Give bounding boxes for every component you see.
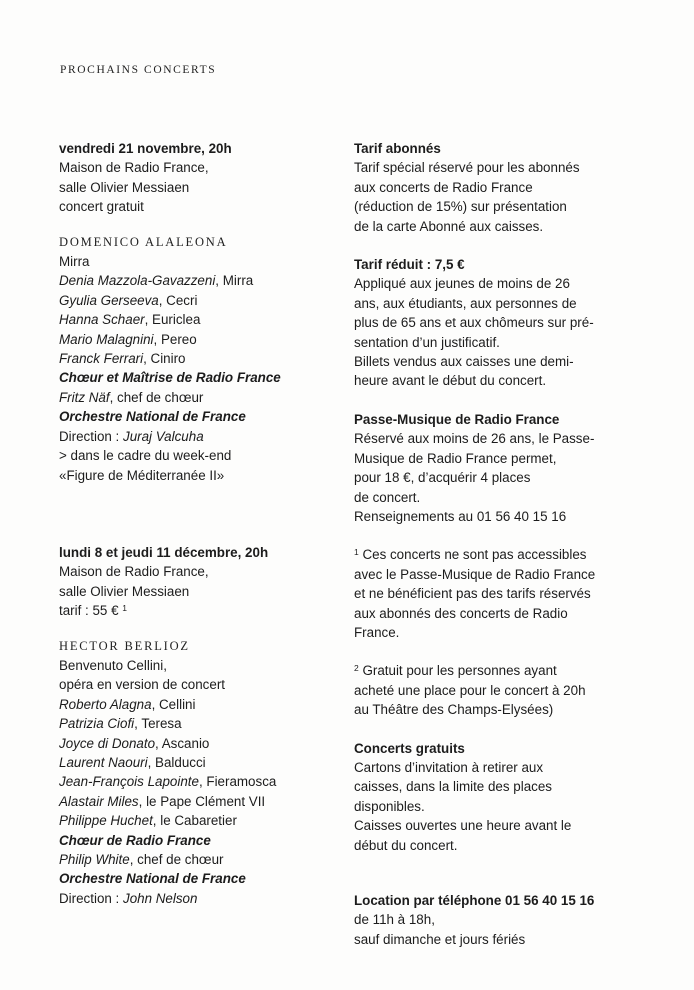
text-line: plus de 65 ans et aux chômeurs sur pré-: [354, 315, 594, 331]
cast-line: [59, 695, 339, 714]
concerts-gratuits-title: Concerts gratuits: [354, 740, 465, 756]
tarif-abonnes-block: [354, 139, 644, 236]
cast-line: [59, 330, 339, 349]
cast-line: [59, 792, 339, 811]
passe-musique-block: [354, 410, 644, 526]
text-line: sentation d’un justificatif.: [354, 334, 500, 350]
direction-line: [59, 427, 339, 446]
concert-venue: Maison de Radio France,: [59, 160, 209, 176]
concert-price: [59, 601, 339, 620]
choir-master-line: [59, 850, 339, 869]
festival-name: «Figure de Méditerranée II»: [59, 467, 225, 483]
conductor-name: John Nelson: [123, 890, 198, 906]
singer-role: , Mirra: [215, 273, 254, 289]
text-line: heure avant le début du concert.: [354, 373, 547, 389]
concert-price: concert gratuit: [59, 199, 144, 215]
singer-name: Gyulia Gerseeva: [59, 292, 159, 308]
work-title: Benvenuto Cellini,: [59, 657, 167, 673]
choir-name: Chœur de Radio France: [59, 832, 211, 848]
cast-line: [59, 349, 339, 368]
text-line: au Théâtre des Champs-Elysées): [354, 702, 554, 718]
text-line: disponibles.: [354, 798, 425, 814]
composer-name: DOMENICO ALALEONA: [59, 234, 228, 249]
singer-name: Hanna Schaer: [59, 312, 145, 328]
text-line: Musique de Radio France permet,: [354, 450, 557, 466]
cast-line: [59, 271, 339, 290]
text-line: Réservé aux moins de 26 ans, le Passe-: [354, 431, 595, 447]
tarif-reduit-title: Tarif réduit : 7,5 €: [354, 257, 465, 273]
text-line: avec le Passe-Musique de Radio France: [354, 566, 596, 582]
text-line: aux concerts de Radio France: [354, 179, 533, 195]
text-line: [354, 661, 644, 680]
footnote-1: [354, 545, 644, 642]
tarif-reduit-block: [354, 255, 644, 391]
text-line: caisses, dans la limite des places: [354, 779, 552, 795]
location-block: [354, 891, 644, 949]
footnote-2: [354, 661, 644, 719]
cast-line: [59, 734, 339, 753]
text-line: Cartons d’invitation à retirer aux: [354, 759, 544, 775]
singer-role: , Fieramosca: [198, 774, 277, 790]
footnote-marker: 2: [354, 663, 359, 674]
cast-line: [59, 811, 339, 830]
text-line: début du concert.: [354, 837, 458, 853]
location-title: Location par téléphone 01 56 40 15 16: [354, 893, 595, 908]
text-line: Caisses ouvertes une heure avant le: [354, 818, 572, 834]
cast-line: [59, 714, 339, 733]
singer-role: , Euriclea: [144, 312, 201, 328]
footnote-text: Gratuit pour les personnes ayant: [358, 663, 557, 679]
singer-role: , Teresa: [134, 716, 182, 732]
singer-name: Franck Ferrari: [59, 351, 144, 367]
price-text: tarif : 55 €: [59, 603, 123, 619]
singer-role: , le Pape Clément VII: [138, 793, 266, 809]
singer-role: , Cecri: [158, 292, 198, 308]
cast-line: [59, 753, 339, 772]
choir-master-name: Fritz Näf: [59, 389, 110, 405]
concert-block-1: [59, 139, 339, 485]
cast-line: [59, 291, 339, 310]
text-line: France.: [354, 624, 400, 640]
concerts-column: [59, 139, 339, 908]
cast-line: [59, 310, 339, 329]
concert-hall: salle Olivier Messiaen: [59, 583, 190, 599]
orchestra-name: Orchestre National de France: [59, 409, 246, 425]
concert-date: vendredi 21 novembre, 20h: [59, 141, 232, 156]
choir-name: Chœur et Maîtrise de Radio France: [59, 370, 281, 386]
concert-venue: Maison de Radio France,: [59, 564, 209, 580]
singer-name: Denia Mazzola-Gavazzeni: [59, 273, 216, 289]
text-line: ans, aux étudiants, aux personnes de: [354, 295, 577, 311]
choir-master-name: Philip White: [59, 852, 130, 867]
direction-label: Direction :: [59, 890, 123, 906]
tarif-abonnes-title: Tarif abonnés: [354, 141, 441, 156]
footnote-marker: 1: [354, 547, 359, 558]
singer-role: , Ciniro: [143, 351, 186, 367]
text-line: et ne bénéficient pas des tarifs réservés: [354, 586, 591, 602]
singer-name: Jean-François Lapointe: [59, 774, 199, 790]
footnote-marker: 1: [122, 603, 127, 614]
singer-role: , Ascanio: [155, 735, 210, 751]
concert-block-2: [59, 543, 339, 908]
text-line: Renseignements au 01 56 40 15 16: [354, 508, 567, 524]
pricing-column: [354, 139, 644, 949]
concert-date: lundi 8 et jeudi 11 décembre, 20h: [59, 544, 269, 560]
singer-name: Patrizia Ciofi: [59, 716, 135, 732]
section-header: PROCHAINS CONCERTS: [60, 64, 217, 76]
singer-role: , Pereo: [153, 331, 197, 347]
choir-master-role: , chef de chœur: [129, 852, 224, 867]
singer-name: Laurent Naouri: [59, 754, 148, 770]
footnote-text: Ces concerts ne sont pas accessibles: [358, 547, 587, 563]
text-line: de concert.: [354, 489, 421, 505]
text-line: Appliqué aux jeunes de moins de 26: [354, 276, 570, 292]
composer-name: HECTOR BERLIOZ: [59, 638, 190, 653]
singer-name: Alastair Miles: [59, 793, 139, 809]
concerts-gratuits-block: [354, 739, 644, 855]
text-line: acheté une place pour le concert à 20h: [354, 682, 586, 698]
text-line: sauf dimanche et jours fériés: [354, 931, 526, 947]
choir-master-role: , chef de chœur: [109, 389, 204, 405]
choir-master-line: [59, 388, 339, 407]
festival-note: > dans le cadre du week-end: [59, 448, 232, 464]
singer-role: , le Cabaretier: [152, 813, 237, 829]
text-line: [354, 545, 644, 564]
singer-name: Philippe Huchet: [59, 813, 153, 829]
orchestra-name: Orchestre National de France: [59, 871, 246, 887]
work-subtitle: opéra en version de concert: [59, 677, 225, 693]
text-line: Tarif spécial réservé pour les abonnés: [354, 160, 580, 176]
cast-line: [59, 772, 339, 791]
text-line: aux abonnés des concerts de Radio: [354, 605, 568, 621]
singer-name: Roberto Alagna: [59, 696, 152, 712]
text-line: (réduction de 15%) sur présentation: [354, 199, 567, 215]
conductor-name: Juraj Valcuha: [123, 428, 204, 444]
text-line: de 11h à 18h,: [354, 912, 435, 928]
singer-name: Mario Malagnini: [59, 331, 154, 347]
text-line: pour 18 €, d’acquérir 4 places: [354, 470, 531, 486]
passe-musique-title: Passe-Musique de Radio France: [354, 411, 560, 427]
work-title: Mirra: [59, 254, 90, 270]
singer-role: , Cellini: [151, 696, 196, 712]
direction-label: Direction :: [59, 428, 123, 444]
text-line: de la carte Abonné aux caisses.: [354, 218, 544, 234]
direction-line: [59, 889, 339, 908]
singer-role: , Balducci: [147, 754, 206, 770]
text-line: Billets vendus aux caisses une demi-: [354, 354, 574, 370]
concert-hall: salle Olivier Messiaen: [59, 179, 190, 195]
singer-name: Joyce di Donato: [59, 735, 156, 751]
